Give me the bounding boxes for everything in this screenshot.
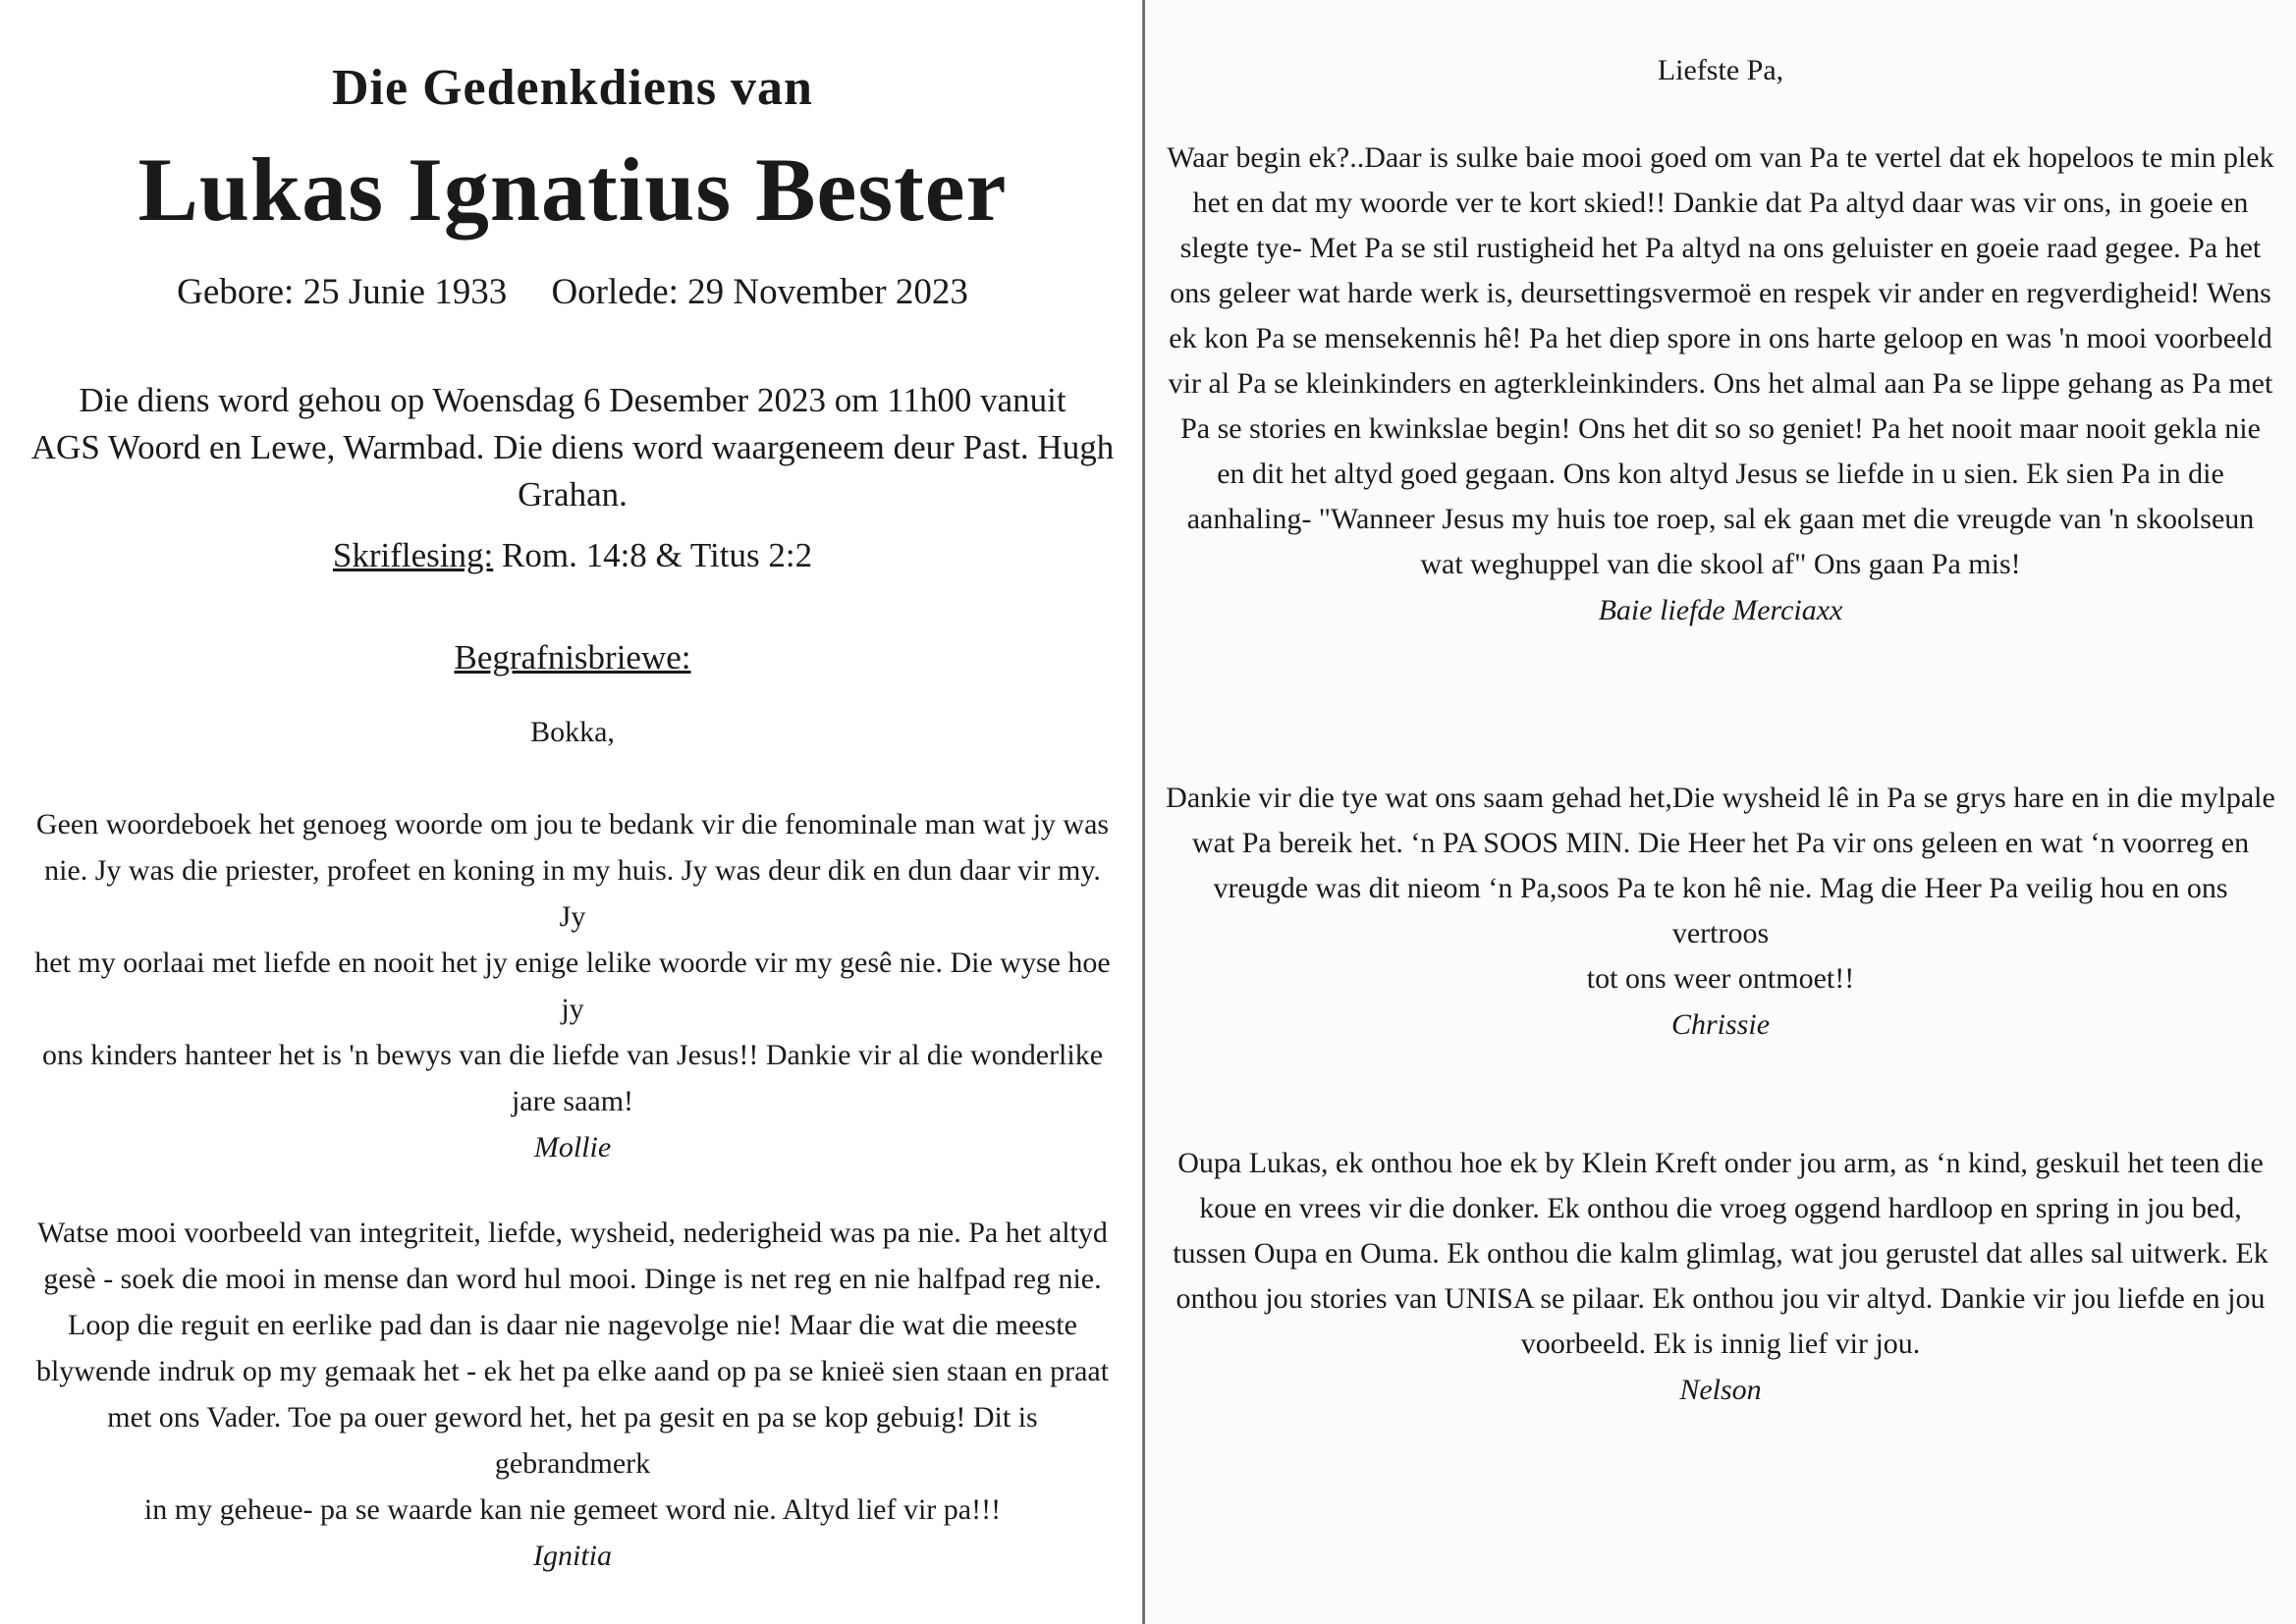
letter-line: Dankie vir die tye wat ons saam gehad het,Die wysheid lê in Pa se grys hare en in die mylpale xyxy=(1166,782,2275,814)
deceased-name: Lukas Ignatius Bester xyxy=(137,139,1008,240)
letter-greeting: Liefste Pa, xyxy=(1657,54,1784,86)
letter-line: en dit het altyd goed gegaan. Ons kon altyd Jesus se liefde in u sien. Ek sien Pa in die xyxy=(1217,458,2224,490)
letter-line: met ons Vader. Toe pa ouer geword het, het pa gesit en pa se kop gebuig! Dit is gebrandmerk xyxy=(107,1401,1038,1480)
birth-date: Gebore: 25 Junie 1933 xyxy=(177,272,508,312)
page-heading: Die Gedenkdiens van xyxy=(332,60,813,116)
letter-line: Geen woordeboek het genoeg woorde om jou te bedank vir die fenominale man wat jy was xyxy=(35,808,1110,840)
letter-signature: Nelson xyxy=(1679,1374,1762,1406)
letter-line: nie. Jy was die priester, profeet en koning in my huis. Jy was deur dik en dun daar vir my. Jy xyxy=(44,854,1101,933)
letter-line: blywende indruk op my gemaak het - ek het pa elke aand op pa se knieë sien staan en praat xyxy=(35,1355,1110,1387)
letter-ignitia xyxy=(29,1210,1116,1579)
letter-line: slegte tye- Met Pa se stil rustigheid het Pa altyd na ons geluister en goeie raad gegee. Pa het xyxy=(1179,232,2262,264)
letter-chrissie xyxy=(1165,776,2276,1048)
reading-label: Skriflesing: xyxy=(332,536,494,574)
service-line: AGS Woord en Lewe, Warmbad. Die diens word waargeneem deur Past. Hugh Grahan. xyxy=(30,428,1115,514)
letter-line: Loop die reguit en eerlike pad dan is daar nie nagevolge nie! Maar die wat die meeste xyxy=(68,1309,1077,1341)
letter-line: tussen Oupa en Ouma. Ek onthou die kalm glimlag, wat jou gerustel dat alles sal uitwerk. Ek xyxy=(1173,1237,2269,1270)
letter-mollie xyxy=(29,801,1116,1170)
letter-line: wat Pa bereik het. ‘n PA SOOS MIN. Die Heer het Pa vir ons geleen en wat ‘n voorreg en xyxy=(1191,827,2250,859)
letter-signature: Chrissie xyxy=(1670,1008,1771,1041)
letter-line: Pa se stories en kwinkslae begin! Ons het dit so so geniet! Pa het nooit maar nooit gekla nie xyxy=(1180,412,2261,445)
service-details xyxy=(20,377,1125,518)
letter-signature: Mollie xyxy=(533,1131,612,1164)
letter-signature: Ignitia xyxy=(533,1540,612,1572)
letter-line: gesè - soek die mooi in mense dan word hul mooi. Dinge is net reg en nie halfpad reg nie. xyxy=(43,1263,1102,1295)
letter-line: vreugde was dit nieom ‘n Pa,soos Pa te kon hê nie. Mag die Heer Pa veilig hou en ons vertroos xyxy=(1213,872,2228,949)
letter-greeting: Bokka, xyxy=(530,716,615,748)
service-line: Die diens word gehou op Woensdag 6 Desember 2023 om 11h00 vanuit xyxy=(79,381,1066,419)
letter-signature: Baie liefde Merciaxx xyxy=(1598,594,1843,626)
scripture-reading xyxy=(0,536,1145,575)
letter-line: onthou jou stories van UNISA se pilaar. Ek onthou jou vir altyd. Dankie vir jou liefde en jou xyxy=(1175,1282,2266,1315)
letter-line: voorbeeld. Ek is innig lief vir jou. xyxy=(1520,1327,1921,1360)
left-page xyxy=(0,0,1145,1624)
letters-heading: Begrafnisbriewe: xyxy=(454,638,691,677)
letter-line: het en dat my woorde ver te kort skied!! Dankie dat Pa altyd daar was vir ons, in goeie en xyxy=(1192,187,2249,219)
letter-line: ek kon Pa se mensekennis hê! Pa het diep spore in ons harte geloop en was 'n mooi voorbeeld xyxy=(1169,322,2272,354)
letter-line: in my geheue- pa se waarde kan nie gemeet word nie. Altyd lief vir pa!!! xyxy=(143,1493,1002,1526)
letter-line: Oupa Lukas, ek onthou hoe ek by Klein Kreft onder jou arm, as ‘n kind, geskuil het teen die xyxy=(1177,1147,2264,1179)
right-page xyxy=(1145,0,2296,1624)
letter-nelson xyxy=(1165,1141,2276,1413)
death-date: Oorlede: 29 November 2023 xyxy=(551,272,968,312)
letter-line: het my oorlaai met liefde en nooit het jy enige lelike woorde vir my gesê nie. Die wyse hoe jy xyxy=(34,947,1111,1025)
letter-line: aanhaling- "Wanneer Jesus my huis toe roep, sal ek gaan met die vreugde van 'n skoolseun xyxy=(1186,503,2255,535)
letter-line: tot ons weer ontmoet!! xyxy=(1586,962,1855,995)
life-dates xyxy=(0,271,1145,313)
reading-text: Rom. 14:8 & Titus 2:2 xyxy=(493,536,813,574)
letter-line: vir al Pa se kleinkinders en agterkleinkinders. Ons het almal aan Pa se lippe gehang as Pa met xyxy=(1168,367,2273,400)
letter-line: wat weghuppel van die skool af" Ons gaan Pa mis! xyxy=(1420,548,2021,580)
letter-line: koue en vrees vir die donker. Ek onthou die vroeg oggend hardloop en spring in jou bed, xyxy=(1199,1192,2242,1224)
letter-line: Watse mooi voorbeeld van integriteit, liefde, wysheid, nederigheid was pa nie. Pa het altyd xyxy=(37,1217,1108,1249)
letter-line: jare saam! xyxy=(511,1085,634,1117)
letter-line: ons kinders hanteer het is 'n bewys van die liefde van Jesus!! Dankie vir al die wonderlike xyxy=(41,1039,1104,1071)
letter-mercia xyxy=(1165,135,2276,633)
letter-line: Waar begin ek?..Daar is sulke baie mooi goed om van Pa te vertel dat ek hopeloos te min plek xyxy=(1167,141,2274,174)
letter-line: ons geleer wat harde werk is, deursettingsvermoë en respek vir ander en regverdigheid! Wens xyxy=(1170,277,2271,309)
